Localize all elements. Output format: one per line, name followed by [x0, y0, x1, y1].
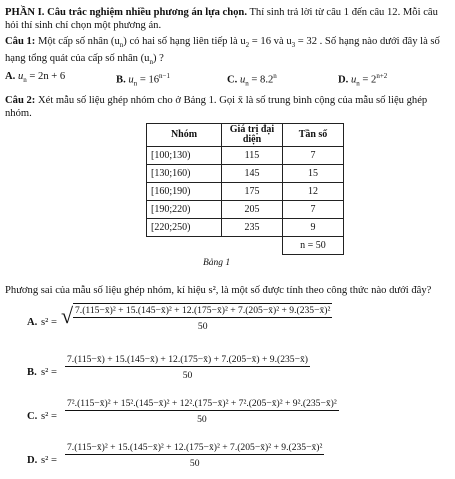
q1-text-c: = 16 và u — [249, 36, 292, 47]
option-letter: B. — [116, 74, 126, 86]
fraction-bar — [65, 454, 324, 455]
q1-text-d: = 32 . Số hạng nào dưới đây là số hạng tổng quát của cấp số nhân (u — [5, 36, 440, 65]
option-a[interactable]: A. $u_n = 2n + 6$ — [5, 71, 66, 85]
answer-d[interactable] — [5, 441, 449, 479]
question-2-text: Xét mẫu số liệu ghép nhóm cho ở Bảng 1. Gọi x̄ là số trung bình cộng của mẫu số liệu ghép nhóm. — [5, 94, 428, 119]
option-letter: D. — [338, 74, 349, 86]
answer-letter: C. — [27, 410, 38, 422]
option-expr: u — [239, 74, 246, 86]
option-rest: = 2 — [359, 74, 377, 86]
cell-mid: 175 — [222, 182, 283, 200]
cell-blank — [147, 236, 222, 254]
document — [5, 6, 449, 479]
cell-freq: 7 — [283, 146, 344, 164]
data-table — [146, 123, 344, 255]
answer-numerator: 7.(115−x̄) + 15.(145−x̄) + 12.(175−x̄) + 7.(205−x̄) + 9.(235−x̄) — [67, 353, 308, 365]
cell-freq: 9 — [283, 218, 344, 236]
question-2-prompt: Phương sai của mẫu số liệu ghép nhóm, kí hiệu s², là một số được tính theo công thức nào dưới đây? — [5, 284, 432, 296]
table-row — [147, 218, 344, 236]
table-row — [147, 146, 344, 164]
answer-denominator: 50 — [182, 369, 193, 381]
option-letter: C. — [227, 74, 238, 86]
option-sup: n+2 — [376, 72, 388, 81]
option-rest: = 8.2 — [248, 74, 274, 86]
answer-fraction — [65, 397, 339, 426]
header-midpoint: Giá trị đại diện — [222, 123, 283, 146]
cell-mid: 145 — [222, 164, 283, 182]
cell-mid: 115 — [222, 146, 283, 164]
option-b[interactable]: B. $u_n = 16^{n-1}$ — [116, 72, 170, 88]
table-total-row — [147, 236, 344, 254]
answer-a[interactable] — [5, 303, 449, 347]
cell-blank — [222, 236, 283, 254]
fraction-bar — [73, 317, 332, 318]
q1-text-b: ) có hai số hạng liên tiếp là u — [123, 36, 246, 47]
part-heading: PHẦN I. Câu trắc nghiệm nhiều phương án lựa chọn. — [5, 7, 247, 18]
answer-numerator: 7².(115−x̄)² + 15².(145−x̄)² + 12².(175−x̄)² + 7².(205−x̄)² + 9².(235−x̄)² — [67, 397, 337, 409]
cell-mid: 205 — [222, 200, 283, 218]
table-row — [147, 182, 344, 200]
option-expr: u — [350, 74, 357, 86]
fraction-bar — [65, 410, 339, 411]
option-expr: u — [17, 71, 24, 83]
cell-freq: 7 — [283, 200, 344, 218]
cell-mid: 235 — [222, 218, 283, 236]
option-letter: A. — [5, 71, 16, 83]
q1-text-e: ) ? — [152, 53, 164, 65]
fraction-bar — [65, 366, 310, 367]
answer-b[interactable] — [5, 353, 449, 391]
question-2 — [5, 94, 449, 120]
answer-lhs: s² = — [41, 410, 57, 422]
cell-total: n = 50 — [283, 236, 344, 254]
answer-letter: B. — [27, 366, 37, 378]
cell-freq: 15 — [283, 164, 344, 182]
answer-numerator: 7.(115−x̄)² + 15.(145−x̄)² + 12.(175−x̄)² + 7.(205−x̄)² + 9.(235−x̄)² — [67, 441, 323, 453]
answer-fraction — [73, 303, 332, 333]
cell-group: [130;160) — [147, 164, 222, 182]
answer-denominator: 50 — [197, 413, 207, 425]
question-2-label: Câu 2: — [5, 94, 36, 106]
answer-fraction — [65, 441, 324, 470]
table-row — [147, 164, 344, 182]
option-expr: u — [128, 74, 134, 86]
answer-lhs: s² = — [41, 366, 57, 378]
option-c[interactable]: C. $u_n = 8.2^n$ — [227, 72, 277, 88]
question-1-label: Câu 1: — [5, 36, 36, 47]
answer-c[interactable] — [5, 397, 449, 435]
answer-lhs: s² = — [41, 454, 57, 466]
header-frequency: Tần số — [283, 123, 344, 146]
answer-letter: D. — [27, 454, 38, 466]
option-sup: n−1 — [159, 72, 170, 81]
question-1: Câu 1: Một cấp số nhân $(u_n)$ có hai số hạng liên tiếp là $u_2 = 16$ và $u_3 = 32$ . Số hạng nào dưới đây là số hạng tổng quát của cấp số nhân $(u_n)$ ? — [5, 36, 440, 67]
option-d[interactable]: D. $u_n = 2^{n+2}$ — [338, 72, 388, 88]
answer-letter: A. — [27, 316, 38, 328]
answer-fraction — [65, 353, 310, 382]
sqrt-icon: √ — [61, 302, 74, 328]
answer-numerator: 7.(115−x̄)² + 15.(145−x̄)² + 12.(175−x̄)² + 7.(205−x̄)² + 9.(235−x̄)² — [75, 304, 331, 316]
part-intro-text: Thí sinh trả lời từ câu 1 đến câu 12. Mỗi câu hỏi thí sinh chỉ chọn một phương án. — [5, 7, 438, 31]
cell-group: [190;220) — [147, 200, 222, 218]
cell-freq: 12 — [283, 182, 344, 200]
part-intro — [5, 6, 449, 32]
table-row — [147, 200, 344, 218]
header-group: Nhóm — [147, 123, 222, 146]
option-rest: = 2n + 6 — [26, 71, 66, 83]
table-header-row — [147, 123, 344, 146]
cell-group: [160;190) — [147, 182, 222, 200]
cell-group: [100;130) — [147, 146, 222, 164]
answer-denominator: 50 — [197, 320, 208, 332]
question-1-options — [5, 70, 449, 91]
q1-text-a: Một cấp số nhân (u — [35, 36, 120, 47]
cell-group: [220;250) — [147, 218, 222, 236]
table-caption: Bảng 1 — [203, 257, 231, 268]
answer-lhs: s² = — [41, 316, 57, 328]
answer-denominator: 50 — [189, 457, 200, 469]
option-rest: = 16 — [137, 74, 160, 86]
option-sup: n — [273, 72, 277, 81]
